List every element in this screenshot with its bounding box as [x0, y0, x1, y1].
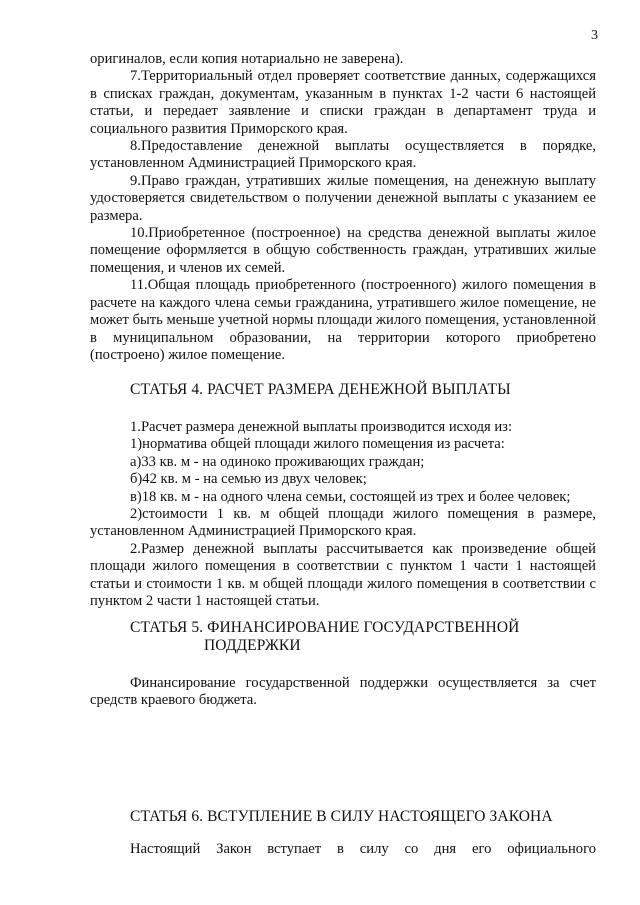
- paragraph-11: 11.Общая площадь приобретенного (построенного) жилого помещения в расчете на каждого члена семьи гражданина, утратившего жилое помещение, не может быть меньше учетной нормы площади жилого помещения, установленной в муниципальном образовании, на территории которого приобретено (построено) жилое помещение.: [90, 277, 596, 363]
- article-5-paragraph: Финансирование государственной поддержки осуществляется за счет средств краевого бюджета.: [90, 675, 596, 709]
- paragraph-continuation: оригиналов, если копия нотариально не заверена).: [90, 51, 404, 67]
- article-5-heading-line-2: ПОДДЕРЖКИ: [204, 637, 301, 654]
- paragraph-8: 8.Предоставление денежной выплаты осуществляется в порядке, установленном Администрацией Приморского края.: [90, 138, 596, 172]
- article-6-heading: СТАТЬЯ 6. ВСТУПЛЕНИЕ В СИЛУ НАСТОЯЩЕГО ЗАКОНА: [130, 808, 553, 825]
- article-5-heading: [130, 619, 519, 655]
- page-number: 3: [591, 28, 598, 43]
- article-3-continuation: [90, 51, 596, 364]
- article-4-item-a: а)33 кв. м - на одиноко проживающих граждан;: [130, 453, 425, 470]
- paragraph-7: 7.Территориальный отдел проверяет соответствие данных, содержащихся в списках граждан, документам, указанным в пунктах 1-2 части 6 настоящей статьи, и передает заявление и списки граждан в департамент труда и социального развития Приморского края.: [90, 68, 596, 137]
- article-4-paragraph-1: 1.Расчет размера денежной выплаты производится исходя из:: [130, 419, 512, 435]
- article-4-item-b: б)42 кв. м - на семью из двух человек;: [130, 471, 367, 488]
- paragraph-9: 9.Право граждан, утративших жилые помещения, на денежную выплату удостоверяется свидетельством о получении денежной выплаты с указанием ее размера.: [90, 172, 596, 224]
- article-6-paragraph: Настоящий Закон вступает в силу со дня его официального: [130, 841, 596, 857]
- article-5-heading-line-1: СТАТЬЯ 5. ФИНАНСИРОВАНИЕ ГОСУДАРСТВЕННОЙ: [130, 619, 520, 636]
- paragraph-10: 10.Приобретенное (построенное) на средства денежной выплаты жилое помещение оформляется в общую собственность граждан, утративших жилые помещения, и членов их семей.: [90, 225, 596, 276]
- article-4-item-2: 2)стоимости 1 кв. м общей площади жилого помещения в размере, установленном Администрацией Приморского края.: [90, 506, 596, 540]
- article-4-item-1: 1)норматива общей площади жилого помещения из расчета:: [130, 436, 505, 453]
- article-4-item-c: в)18 кв. м - на одного члена семьи, состоящей из трех и более человек;: [130, 488, 571, 505]
- article-4-paragraph-2: 2.Размер денежной выплаты рассчитывается как произведение общей площади жилого помещения в соответствии с пунктом 1 части 1 настоящей статьи и стоимости 1 кв. м общей площади жилого помещения в соответствии с пунктом 2 части 1 настоящей статьи.: [90, 540, 596, 610]
- article-5-body: [90, 675, 596, 710]
- article-6-body: [90, 841, 596, 858]
- article-4-body: [90, 419, 596, 610]
- article-4-heading: СТАТЬЯ 4. РАСЧЕТ РАЗМЕРА ДЕНЕЖНОЙ ВЫПЛАТЫ: [130, 381, 511, 398]
